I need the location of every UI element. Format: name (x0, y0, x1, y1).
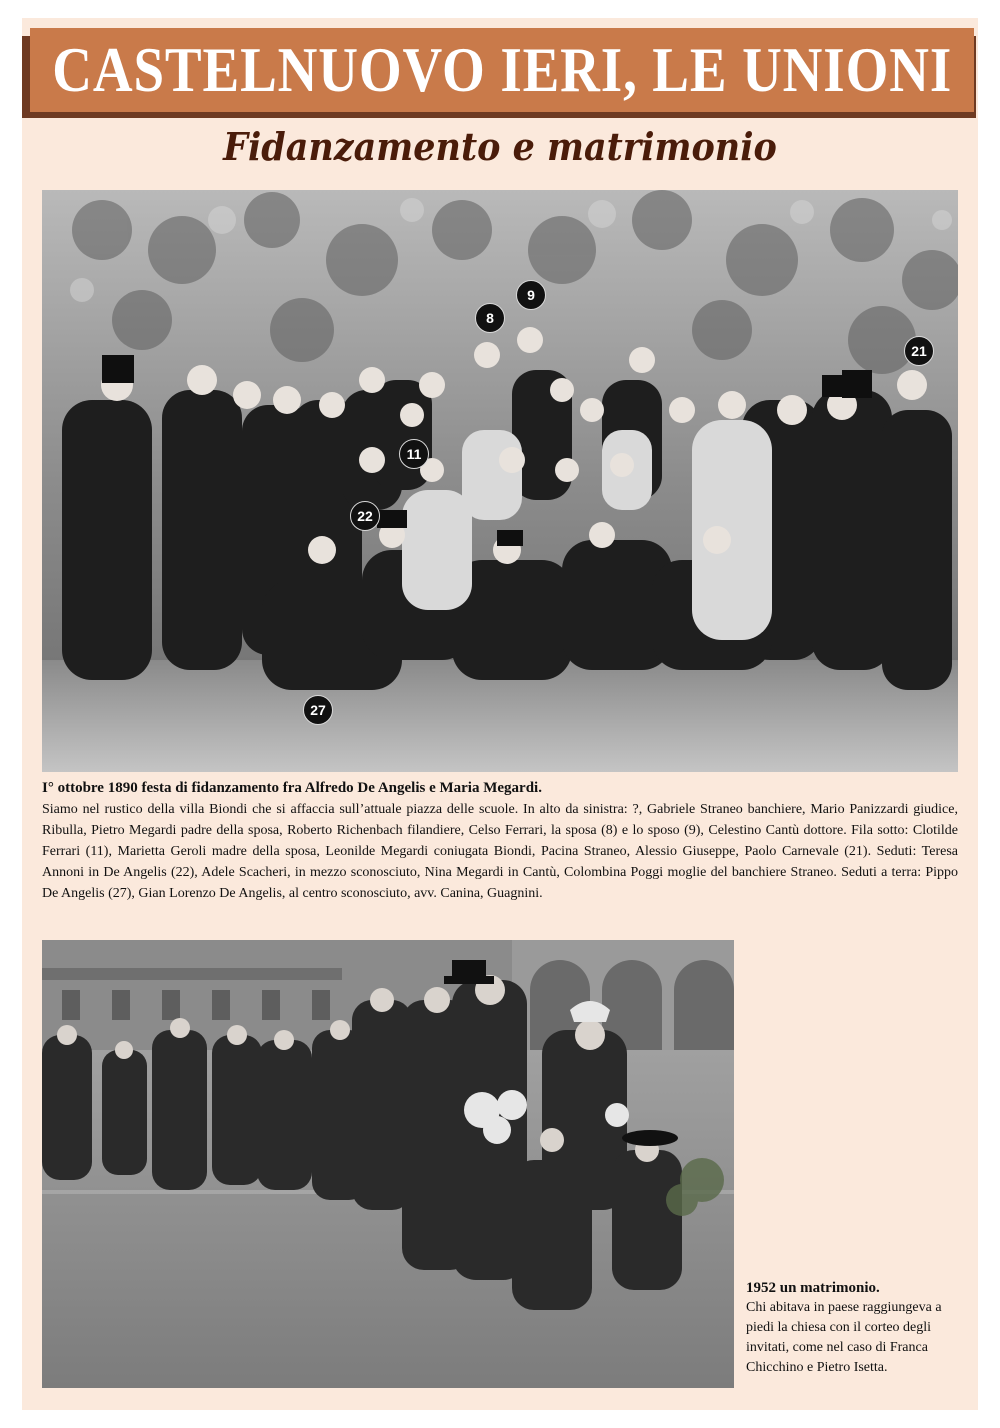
wedding-caption-title: 1952 un matrimonio. (746, 1280, 880, 1296)
page-subtitle: Fidanzamento e matrimonio (223, 124, 777, 169)
title-banner (30, 28, 974, 112)
marker-8: 8 (475, 303, 505, 333)
engagement-caption-body: Siamo nel rustico della villa Biondi che si affaccia sull’attuale piazza delle scuole. In alto da sinistra: ?, Gabriele Straneo banchiere, Mario Panizzardi giudice, Ribulla, Pietro Megardi padre della sposa, Roberto Richenbach filandiere, Celso Ferrari, la sposa (8) e lo sposo (9), Celestino Cantù dottore. Fila sotto: Clotilde Ferrari (11), Marietta Geroli madre della sposa, Leonilde Megardi coniugata Biondi, Pacina Straneo, Alessio Giuseppe, Paolo Carnevale (21). Seduti: Teresa Annoni in De Angelis (22), Adele Scacheri, in mezzo sconosciuto, Nina Megardi in Cantù, Colombina Poggi moglie del banchiere Straneo. Seduti a terra: Pippo De Angelis (27), Gian Lorenzo De Angelis, al centro sconosciuto, avv. Canina, Guagnini. (42, 802, 958, 901)
wedding-caption (746, 1278, 954, 1378)
marker-9: 9 (516, 280, 546, 310)
engagement-caption-title: I° ottobre 1890 festa di fidanzamento fra Alfredo De Angelis e Maria Megardi. (42, 780, 542, 796)
page-title: CASTELNUOVO IERI, LE UNIONI (52, 34, 952, 105)
engagement-photo-illustration (42, 190, 958, 772)
marker-21: 21 (904, 336, 934, 366)
wedding-procession-photo (42, 940, 734, 1388)
marker-11: 11 (399, 439, 429, 469)
engagement-group-photo (42, 190, 958, 772)
marker-22: 22 (350, 501, 380, 531)
wedding-photo-illustration (42, 940, 734, 1388)
engagement-caption (42, 778, 958, 904)
wedding-caption-body: Chi abitava in paese raggiungeva a piedi la chiesa con il corteo degli invitati, come nel caso di Franca Chicchino e Pietro Isetta. (746, 1300, 942, 1375)
marker-27: 27 (303, 695, 333, 725)
